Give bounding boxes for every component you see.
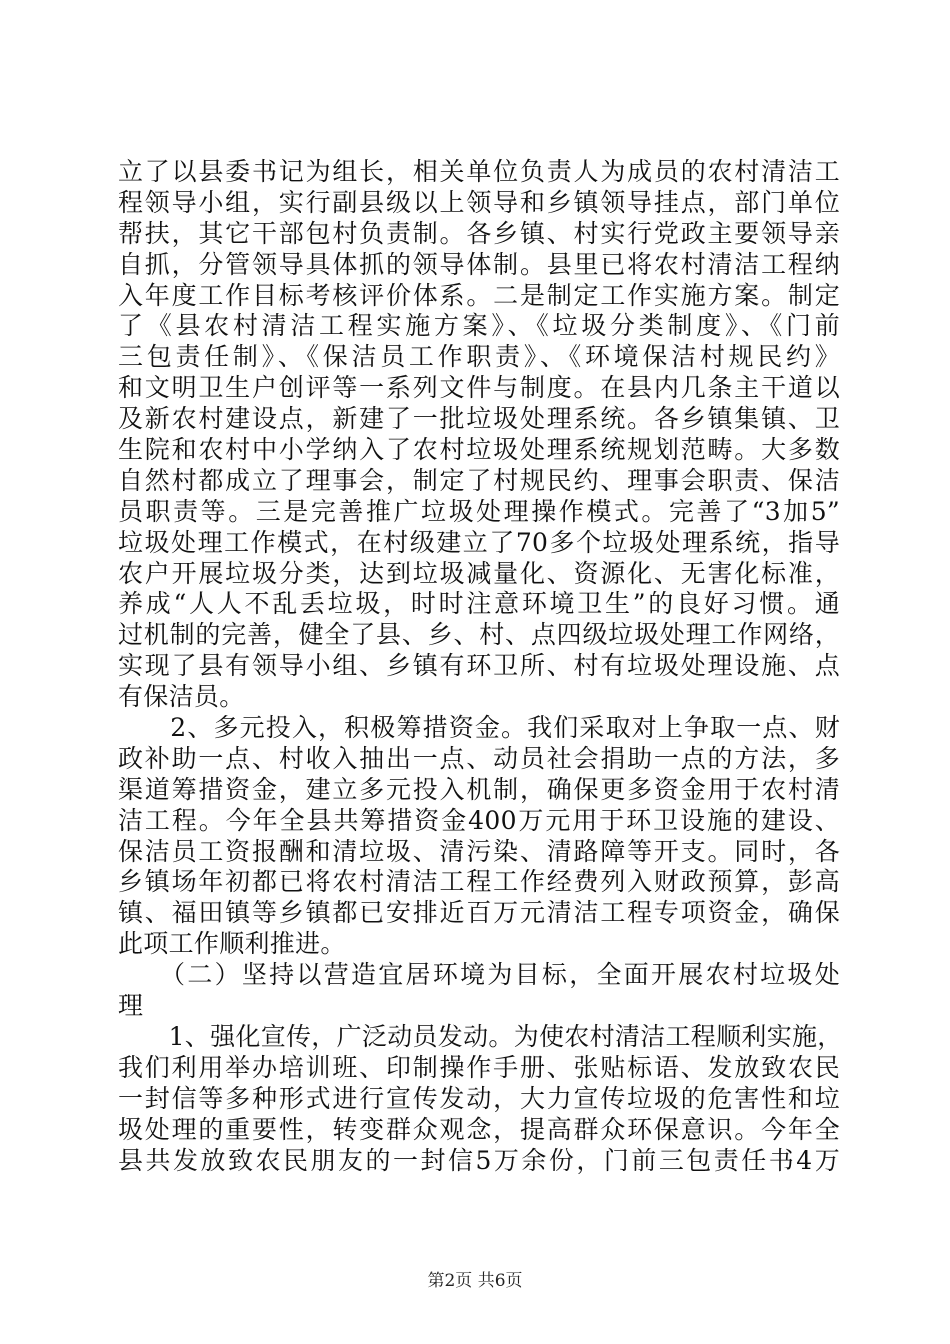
text-line: 帮扶，其它干部包村负责制。各乡镇、村实行党政主要领导亲 bbox=[118, 218, 840, 248]
text-line: 圾处理的重要性，转变群众观念，提高群众环保意识。今年全 bbox=[118, 1114, 840, 1144]
text-line: 过机制的完善，健全了县、乡、村、点四级垃圾处理工作网络， bbox=[118, 620, 840, 650]
text-line: 立了以县委书记为组长，相关单位负责人为成员的农村清洁工 bbox=[118, 157, 840, 186]
text-line: 保洁员工资报酬和清垃圾、清污染、清路障等开支。同时，各 bbox=[118, 836, 840, 866]
text-line: 垃圾处理工作模式，在村级建立了70多个垃圾处理系统，指导 bbox=[118, 527, 840, 557]
text-line: 镇、福田镇等乡镇都已安排近百万元清洁工程专项资金，确保 bbox=[118, 898, 840, 928]
text-line: 1、强化宣传，广泛动员发动。为使农村清洁工程顺利实施， bbox=[118, 1021, 843, 1051]
text-line: 我们利用举办培训班、印制操作手册、张贴标语、发放致农民 bbox=[118, 1052, 840, 1082]
text-line: 洁工程。今年全县共筹措资金400万元用于环卫设施的建设、 bbox=[118, 805, 840, 835]
text-line: 农户开展垃圾分类，达到垃圾减量化、资源化、无害化标准， bbox=[118, 558, 840, 588]
text-line: 自然村都成立了理事会，制定了村规民约、理事会职责、保洁 bbox=[118, 465, 840, 495]
text-line: 三包责任制》、《保洁员工作职责》、《环境保洁村规民约》 bbox=[118, 342, 840, 372]
text-line: 养成“人人不乱丢垃圾，时时注意环境卫生”的良好习惯。通 bbox=[118, 589, 840, 619]
text-line: 自抓，分管领导具体抓的领导体制。县里已将农村清洁工程纳 bbox=[118, 249, 840, 279]
text-line: 入年度工作目标考核评价体系。二是制定工作实施方案。制定 bbox=[118, 280, 840, 310]
text-line: 程领导小组，实行副县级以上领导和乡镇领导挂点，部门单位 bbox=[118, 187, 840, 217]
text-line: 有保洁员。 bbox=[118, 682, 245, 712]
text-line: 一封信等多种形式进行宣传发动，大力宣传垃圾的危害性和垃 bbox=[118, 1083, 840, 1113]
text-line: 员职责等。三是完善推广垃圾处理操作模式。完善了“3加5” bbox=[118, 496, 840, 526]
text-line: 及新农村建设点，新建了一批垃圾处理系统。各乡镇集镇、卫 bbox=[118, 404, 840, 434]
text-line: 县共发放致农民朋友的一封信5万余份，门前三包责任书4万 bbox=[118, 1145, 840, 1175]
text-line: 此项工作顺利推进。 bbox=[118, 929, 346, 959]
text-line: （二）坚持以营造宜居环境为目标，全面开展农村垃圾处 bbox=[118, 960, 840, 990]
text-line: 政补助一点、村收入抽出一点、动员社会捐助一点的方法，多 bbox=[118, 743, 840, 773]
body-text bbox=[118, 157, 843, 1176]
page-footer: 第2页 共6页 bbox=[427, 1271, 523, 1291]
text-line: 2、多元投入，积极筹措资金。我们采取对上争取一点、财 bbox=[118, 713, 840, 743]
text-line: 乡镇场年初都已将农村清洁工程工作经费列入财政预算，彭高 bbox=[118, 867, 840, 897]
text-line: 了《县农村清洁工程实施方案》、《垃圾分类制度》、《门前 bbox=[118, 311, 840, 341]
text-line: 生院和农村中小学纳入了农村垃圾处理系统规划范畴。大多数 bbox=[118, 435, 840, 465]
text-line: 和文明卫生户创评等一系列文件与制度。在县内几条主干道以 bbox=[118, 373, 840, 403]
text-line: 理 bbox=[118, 991, 144, 1021]
text-line: 实现了县有领导小组、乡镇有环卫所、村有垃圾处理设施、点 bbox=[118, 651, 840, 681]
text-line: 渠道筹措资金，建立多元投入机制，确保更多资金用于农村清 bbox=[118, 774, 840, 804]
